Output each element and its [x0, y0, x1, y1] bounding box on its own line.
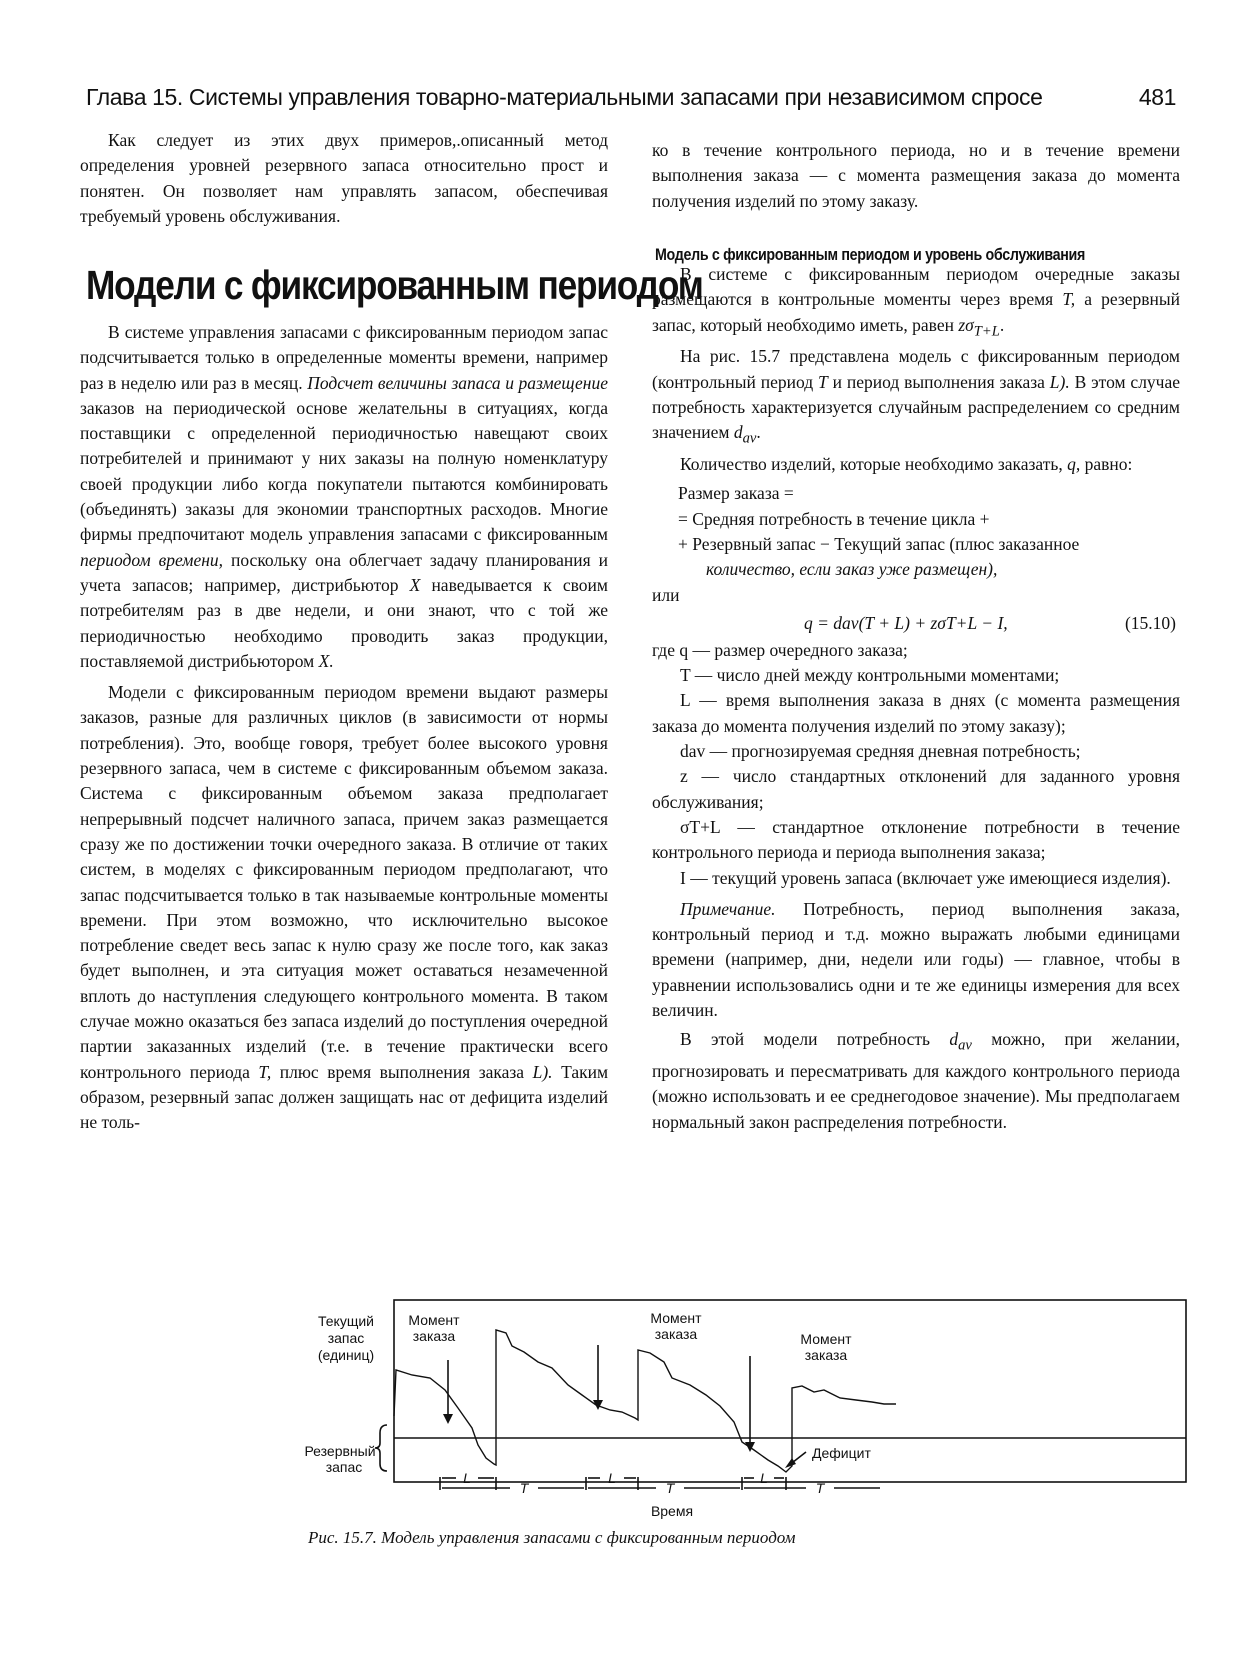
paragraph-order-timing: В системе с фиксированным периодом очередные заказы размещаются в контрольные моменты через время T, а резервный запас, который необходимо иметь, равен $z\sigma_{T+L}$.: [652, 264, 1181, 340]
order-point-label-2b: заказа: [654, 1326, 698, 1342]
subsection-heading: Модель с фиксированным периодом и уровень обслуживания: [655, 245, 1085, 264]
definition-I: I — текущий уровень запаса (включает уже имеющиеся изделия).: [680, 867, 1171, 888]
paragraph-figure-reference: На рис. 15.7 представлена модель с фиксированным периодом (контрольный период T и период выполнения заказа L). В этом случае потребность характеризуется случайным распределением со средним значением $d_{av}$.: [652, 346, 1181, 447]
order-point-label-3b: заказа: [804, 1347, 848, 1363]
intro-paragraph: Как следует из этих двух примеров,.описанный метод определения уровней резервного запаса относительно прост и понятен. Он позволяет нам управлять запасом, обеспечивая требуемый уровень обслуживания.: [80, 130, 608, 226]
deficit-label: Дефицит: [812, 1445, 871, 1461]
safety-stock-label-2: запас: [325, 1459, 363, 1475]
y-axis-label-3: (единиц): [317, 1347, 375, 1363]
definition-z: z — число стандартных отклонений для заданного уровня обслуживания;: [652, 766, 1180, 812]
lead-time-label-3: L: [760, 1470, 768, 1486]
period-label-2: T: [665, 1480, 675, 1496]
section-heading: Модели с фиксированным периодом: [86, 262, 703, 308]
period-label-3: T: [815, 1480, 825, 1496]
figure-frame: [394, 1300, 1186, 1482]
paragraph-order-quantity: Количество изделий, которые необходимо заказать, q, равно:: [680, 454, 1133, 475]
order-point-label-2a: Момент: [650, 1310, 702, 1326]
figure-caption: Рис. 15.7. Модель управления запасами с фиксированным периодом: [308, 1528, 796, 1547]
order-point-label-3a: Момент: [800, 1331, 852, 1347]
safety-stock-label-1: Резервный: [304, 1443, 376, 1459]
x-axis-label: Время: [650, 1503, 694, 1519]
order-size-formula: Размер заказа = = Средняя потребность в течение цикла + + Резервный запас − Текущий запас (плюс заказанное количество, если заказ уже размещен),: [678, 483, 1080, 580]
y-axis-label-2: запас: [327, 1330, 365, 1346]
definition-dav: dav — прогнозируемая средняя дневная потребность;: [680, 741, 1081, 762]
order-point-label-1b: заказа: [412, 1328, 456, 1344]
definition-L: L — время выполнения заказа в днях (с момента размещения заказа до момента получения изделий по этому заказу);: [652, 690, 1180, 736]
equation-number: (15.10): [1124, 612, 1176, 633]
paragraph-fixed-period: В системе управления запасами с фиксированным периодом запас подсчитывается только в определенные моменты времени, например раз в неделю или раз в месяц. Подсчет величины запаса и размещение заказов на периодической основе желательны в ситуациях, когда поставщики с определенной периодичностью навещают своих потребителей и принимают у них заказы на полную номенклатуру своей продукции либо когда покупатели пытаются комбинировать (объединять) заказы для экономии транспортных расходов. Многие фирмы предпочитают модель управления запасами с фиксированным периодом времени, поскольку она облегчает задачу планирования и учета запасов; например, дистрибьютор X наведывается к своим потребителям раз в две недели, и они знают, что с той же периодичностью необходимо проводить заказ продукции, поставляемой дистрибьютором X.: [80, 322, 608, 671]
or-text: или: [652, 584, 680, 605]
page-number: 481: [1138, 84, 1176, 110]
safety-brace: [375, 1425, 387, 1471]
chapter-title: Глава 15. Системы управления товарно-материальными запасами при независимом спросе: [86, 84, 1043, 110]
right-column-continuation: ко в течение контрольного периода, но и в течение времени выполнения заказа — с момента размещения заказа до момента получения изделий по этому заказу.: [652, 140, 1180, 211]
note-paragraph: Примечание. Потребность, период выполнения заказа, контрольный период и т.д. можно выражать любыми единицами времени (например, дни, недели или годы) — главное, чтобы в уравнении использовались одни и те же единицы измерения для всех величин.: [652, 898, 1181, 1021]
definition-sigma: σT+L — стандартное отклонение потребности в течение контрольного периода и периода выполнения заказа;: [652, 816, 1180, 863]
period-label-1: T: [519, 1480, 529, 1496]
definition-q: где q — размер очередного заказа;: [652, 639, 908, 660]
definition-T: T — число дней между контрольными моментами;: [680, 665, 1060, 686]
y-axis-label-1: Текущий: [318, 1313, 374, 1329]
order-point-label-1a: Момент: [408, 1312, 460, 1328]
paragraph-demand-forecast: В этой модели потребность $d_{av}$ можно, при желании, прогнозировать и пересматривать для каждого контрольного периода (можно использовать и ее среднегодовое значение). Мы предполагаем нормальный закон распределения потребности.: [652, 1029, 1180, 1132]
paragraph-fixed-period-models: Модели с фиксированным периодом времени выдают размеры заказов, разные для различных циклов (в зависимости от нормы потребления). Это, вообще говоря, требует более высокого уровня резервного запаса, чем в системе с фиксированным объемом заказа. Система с фиксированным объемом заказа предполагает непрерывный подсчет наличного запаса, причем заказ размещается сразу же по достижении точки очередного заказа. В отличие от таких систем, в моделях с фиксированным периодом предполагают, что запас подсчитывается только в так называемые контрольные моменты времени. При этом возможно, что исключительно высокое потребление сведет весь запас к нулю сразу же после того, как заказ будет выполнен, и эта ситуация может оставаться незамеченной вплоть до наступления следующего контрольного момента. В таком случае можно оказаться без запаса изделий до поступления очередной партии заказанных изделий (т.е. в течение практически всего контрольного периода T, плюс время выполнения заказа L). Таким образом, резервный запас должен защищать нас от дефицита изделий не толь-: [80, 682, 609, 1133]
lead-time-label-1: L: [463, 1470, 471, 1486]
equation: q = dav(T + L) + zσT+L − I,: [804, 612, 1008, 633]
lead-time-label-2: L: [608, 1470, 616, 1486]
